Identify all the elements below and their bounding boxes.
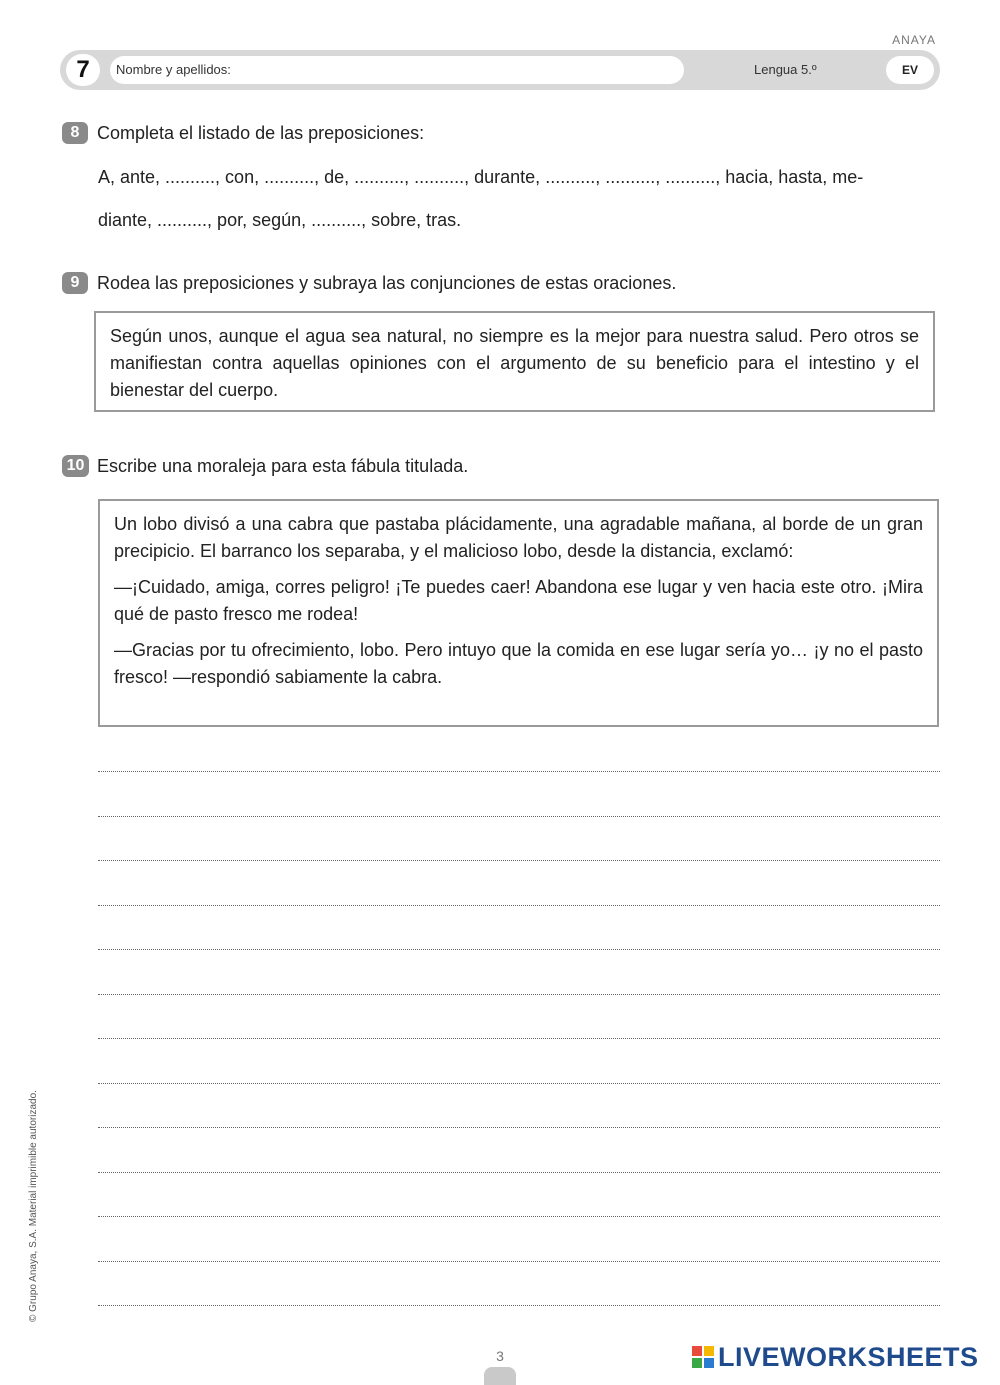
name-label: Nombre y apellidos: <box>116 62 231 77</box>
answer-line[interactable] <box>98 860 940 861</box>
answer-line[interactable] <box>98 771 940 772</box>
name-field[interactable] <box>110 56 684 84</box>
exercise-9-text-box <box>94 311 935 412</box>
fable-paragraph-1: Un lobo divisó a una cabra que pastaba plácidamente, una agradable mañana, al borde de un gran precipicio. El barranco los separaba, y el malicioso lobo, desde la distancia, exclamó: <box>114 514 923 561</box>
fable-paragraph-3: —Gracias por tu ofrecimiento, lobo. Pero intuyo que la comida en ese lugar sería yo… ¡y no el pasto fresco! —respondió sabiamente la cabra. <box>114 640 923 687</box>
publisher-logo: ANAYA <box>892 33 936 47</box>
exercise-10-title: Escribe una moraleja para esta fábula titulada. <box>97 456 469 476</box>
answer-line[interactable] <box>98 1127 940 1128</box>
logo-square-2 <box>704 1346 714 1356</box>
logo-square-3 <box>692 1358 702 1368</box>
exercise-9-title: Rodea las preposiciones y subraya las conjunciones de estas oraciones. <box>97 273 677 293</box>
answer-line[interactable] <box>98 1216 940 1217</box>
worksheet-header <box>60 50 940 90</box>
exercise-10-number: 10 <box>62 455 89 477</box>
answer-line[interactable] <box>98 1261 940 1262</box>
exercise-8-line-1: A, ante, .........., con, .........., de, .........., .........., durante, .........., .........., .........., hacia, hasta, me- <box>98 167 864 187</box>
logo-square-1 <box>692 1346 702 1356</box>
answer-line[interactable] <box>98 1038 940 1039</box>
exercise-8-number: 8 <box>62 122 88 144</box>
page-number: 3 <box>496 1348 504 1364</box>
exercise-9-number: 9 <box>62 272 88 294</box>
exercise-9-text: Según unos, aunque el agua sea natural, no siempre es la mejor para nuestra salud. Pero otros se manifiestan contra aquellas opiniones con el argumento de su beneficio para el intestino y el bienestar del cuerpo. <box>110 326 919 400</box>
unit-number: 7 <box>66 54 100 86</box>
answer-line[interactable] <box>98 949 940 950</box>
subject-label: Lengua 5.º <box>754 62 817 77</box>
exercise-8-title: Completa el listado de las preposiciones: <box>97 123 425 143</box>
answer-line[interactable] <box>98 905 940 906</box>
copyright-notice: © Grupo Anaya, S.A. Material imprimible autorizado. <box>28 1090 39 1322</box>
answer-line[interactable] <box>98 1083 940 1084</box>
fable-text-box <box>98 499 939 727</box>
answer-line[interactable] <box>98 1172 940 1173</box>
logo-square-4 <box>704 1358 714 1368</box>
liveworksheets-brand: LIVEWORKSHEETS <box>718 1342 979 1372</box>
exercise-8-line-2: diante, .........., por, según, .........., sobre, tras. <box>98 210 462 230</box>
liveworksheets-mark-icon <box>692 1346 714 1368</box>
answer-line[interactable] <box>98 1305 940 1306</box>
fable-paragraph-2: —¡Cuidado, amiga, corres peligro! ¡Te puedes caer! Abandona ese lugar y ven hacia este otro. ¡Mira qué de pasto fresco me rodea! <box>114 577 923 624</box>
answer-line[interactable] <box>98 994 940 995</box>
ev-badge: EV <box>886 56 934 84</box>
page-tab <box>484 1367 516 1385</box>
answer-line[interactable] <box>98 816 940 817</box>
